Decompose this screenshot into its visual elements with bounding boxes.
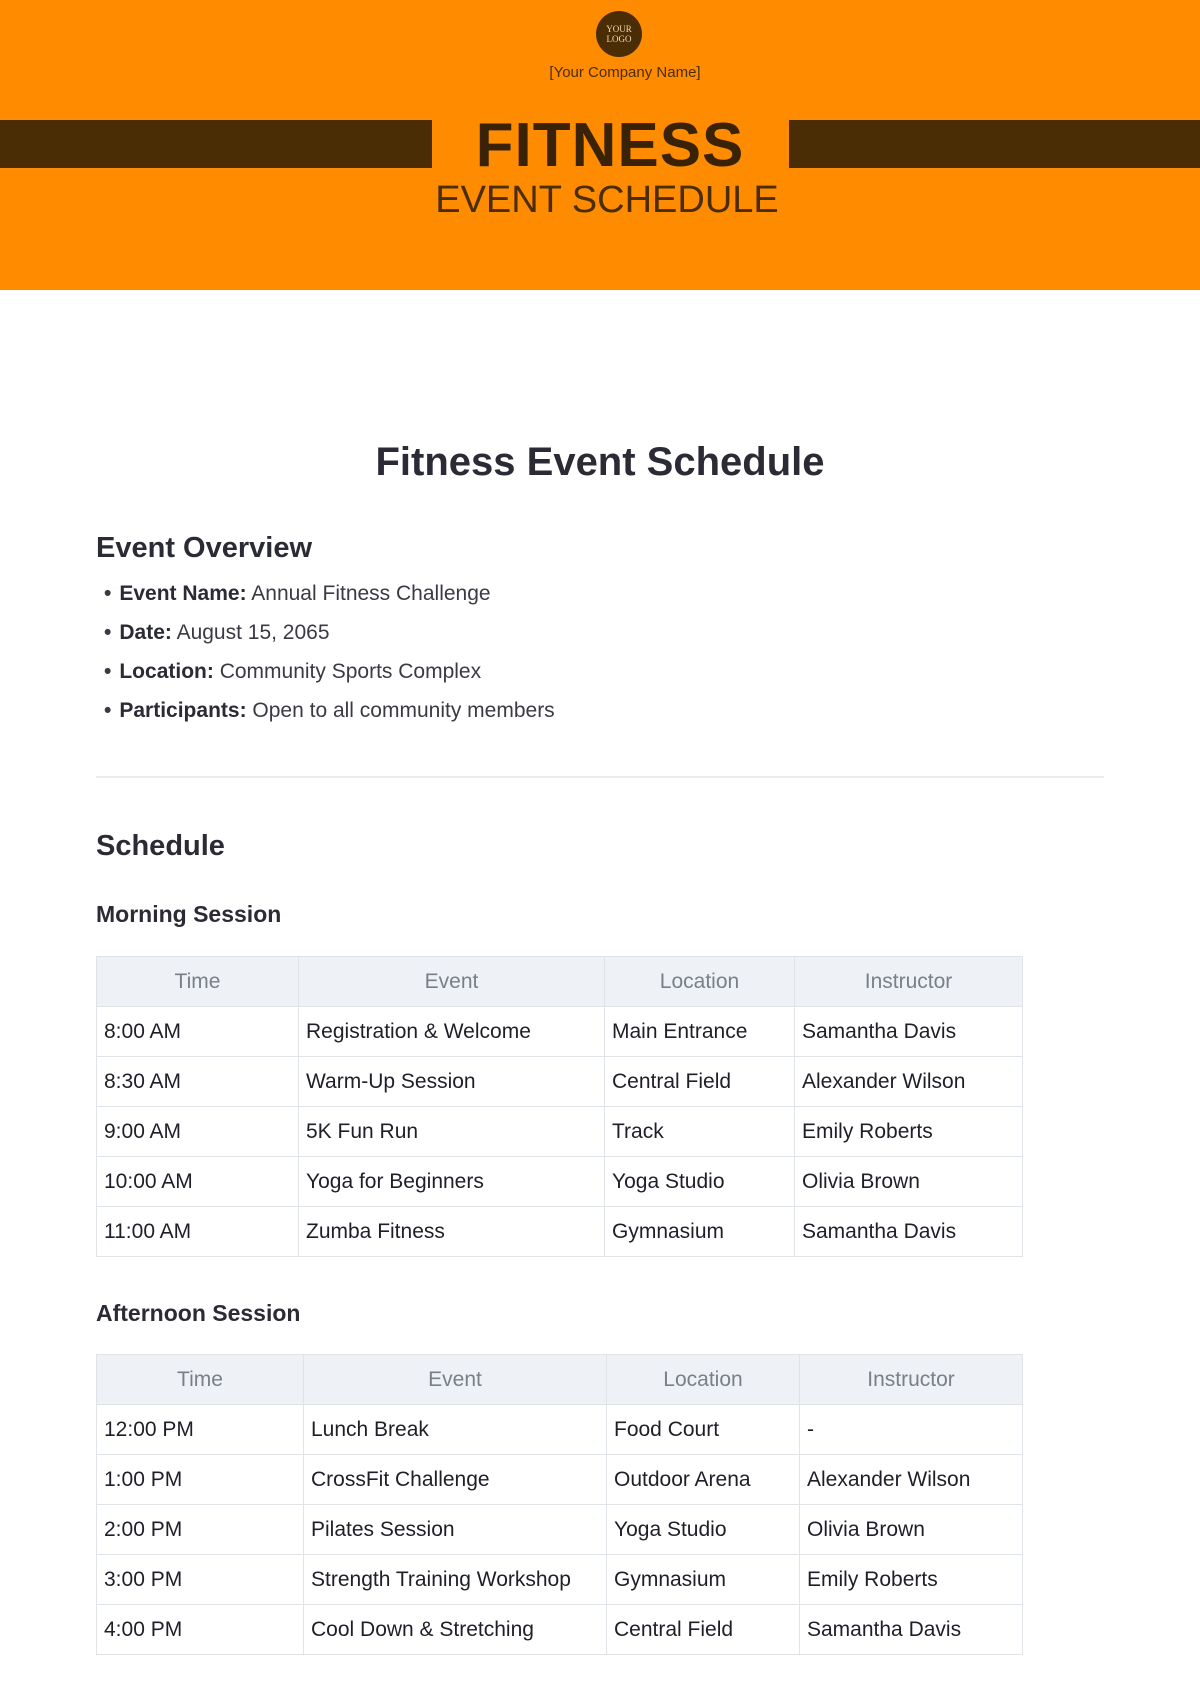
table-row <box>97 1207 1023 1257</box>
table-row <box>97 1605 1023 1655</box>
column-header-event: Event <box>299 957 605 1007</box>
cell-time: 8:00 AM <box>97 1007 299 1057</box>
cell-location: Gymnasium <box>607 1555 800 1605</box>
cell-time: 4:00 PM <box>97 1605 304 1655</box>
cell-event: Strength Training Workshop <box>304 1555 607 1605</box>
banner-subtitle: EVENT SCHEDULE <box>435 179 779 221</box>
cell-location: Central Field <box>605 1057 795 1107</box>
morning-schedule-table <box>96 956 1023 1257</box>
overview-item: • Participants: Open to all community members <box>104 699 555 722</box>
cell-location: Outdoor Arena <box>607 1455 800 1505</box>
table-row <box>97 1007 1023 1057</box>
cell-instructor: Samantha Davis <box>795 1207 1023 1257</box>
cell-time: 1:00 PM <box>97 1455 304 1505</box>
overview-item: • Event Name: Annual Fitness Challenge <box>104 582 491 605</box>
table-row <box>97 1107 1023 1157</box>
table-row <box>97 1455 1023 1505</box>
overview-item-value: Open to all community members <box>252 699 555 722</box>
cell-event: Warm-Up Session <box>299 1057 605 1107</box>
cell-instructor: Olivia Brown <box>795 1157 1023 1207</box>
cell-time: 9:00 AM <box>97 1107 299 1157</box>
cell-instructor: - <box>800 1405 1023 1455</box>
table-row <box>97 1057 1023 1107</box>
cell-location: Yoga Studio <box>605 1157 795 1207</box>
cell-instructor: Samantha Davis <box>800 1605 1023 1655</box>
table-row <box>97 1157 1023 1207</box>
afternoon-session-heading: Afternoon Session <box>96 1300 301 1326</box>
cell-event: Zumba Fitness <box>299 1207 605 1257</box>
cell-time: 3:00 PM <box>97 1555 304 1605</box>
overview-item: • Location: Community Sports Complex <box>104 660 482 683</box>
morning-session-heading: Morning Session <box>96 901 282 927</box>
cell-instructor: Olivia Brown <box>800 1505 1023 1555</box>
overview-heading: Event Overview <box>96 532 312 564</box>
cell-location: Main Entrance <box>605 1007 795 1057</box>
column-header-instructor: Instructor <box>800 1355 1023 1405</box>
company-name: [Your Company Name] <box>549 64 701 81</box>
column-header-event: Event <box>304 1355 607 1405</box>
cell-instructor: Emily Roberts <box>795 1107 1023 1157</box>
overview-item-value: August 15, 2065 <box>176 621 330 644</box>
logo-line-1: YOUR <box>606 24 632 34</box>
cell-time: 2:00 PM <box>97 1505 304 1555</box>
column-header-time: Time <box>97 957 299 1007</box>
cell-instructor: Emily Roberts <box>800 1555 1023 1605</box>
cell-location: Food Court <box>607 1405 800 1455</box>
banner-title: FITNESS <box>475 111 745 180</box>
cell-instructor: Alexander Wilson <box>795 1057 1023 1107</box>
cell-event: Yoga for Beginners <box>299 1157 605 1207</box>
cell-event: Pilates Session <box>304 1505 607 1555</box>
column-header-location: Location <box>607 1355 800 1405</box>
overview-item: • Date: August 15, 2065 <box>104 621 330 644</box>
cell-event: Cool Down & Stretching <box>304 1605 607 1655</box>
logo-line-2: LOGO <box>606 34 632 44</box>
cell-location: Track <box>605 1107 795 1157</box>
overview-item-key: Event Name: <box>119 582 247 605</box>
column-header-time: Time <box>97 1355 304 1405</box>
overview-item-value: Community Sports Complex <box>219 660 482 683</box>
cell-instructor: Alexander Wilson <box>800 1455 1023 1505</box>
overview-item-key: Participants: <box>119 699 247 722</box>
cell-event: Registration & Welcome <box>299 1007 605 1057</box>
table-row <box>97 1555 1023 1605</box>
cell-event: CrossFit Challenge <box>304 1455 607 1505</box>
overview-item-key: Location: <box>119 660 214 683</box>
header-banner <box>0 0 1200 290</box>
table-header-row <box>97 957 1023 1007</box>
cell-instructor: Samantha Davis <box>795 1007 1023 1057</box>
company-logo <box>596 11 642 57</box>
column-header-instructor: Instructor <box>795 957 1023 1007</box>
overview-item-key: Date: <box>119 621 172 644</box>
document-title: Fitness Event Schedule <box>375 440 825 484</box>
cell-time: 8:30 AM <box>97 1057 299 1107</box>
column-header-location: Location <box>605 957 795 1007</box>
cell-time: 11:00 AM <box>97 1207 299 1257</box>
overview-item-value: Annual Fitness Challenge <box>251 582 491 605</box>
cell-event: Lunch Break <box>304 1405 607 1455</box>
overview-list <box>104 580 555 736</box>
cell-location: Gymnasium <box>605 1207 795 1257</box>
section-divider <box>96 776 1104 778</box>
cell-location: Yoga Studio <box>607 1505 800 1555</box>
cell-time: 10:00 AM <box>97 1157 299 1207</box>
table-row <box>97 1505 1023 1555</box>
cell-time: 12:00 PM <box>97 1405 304 1455</box>
schedule-heading: Schedule <box>96 830 225 862</box>
cell-location: Central Field <box>607 1605 800 1655</box>
afternoon-schedule-table <box>96 1354 1023 1655</box>
table-header-row <box>97 1355 1023 1405</box>
cell-event: 5K Fun Run <box>299 1107 605 1157</box>
table-row <box>97 1405 1023 1455</box>
